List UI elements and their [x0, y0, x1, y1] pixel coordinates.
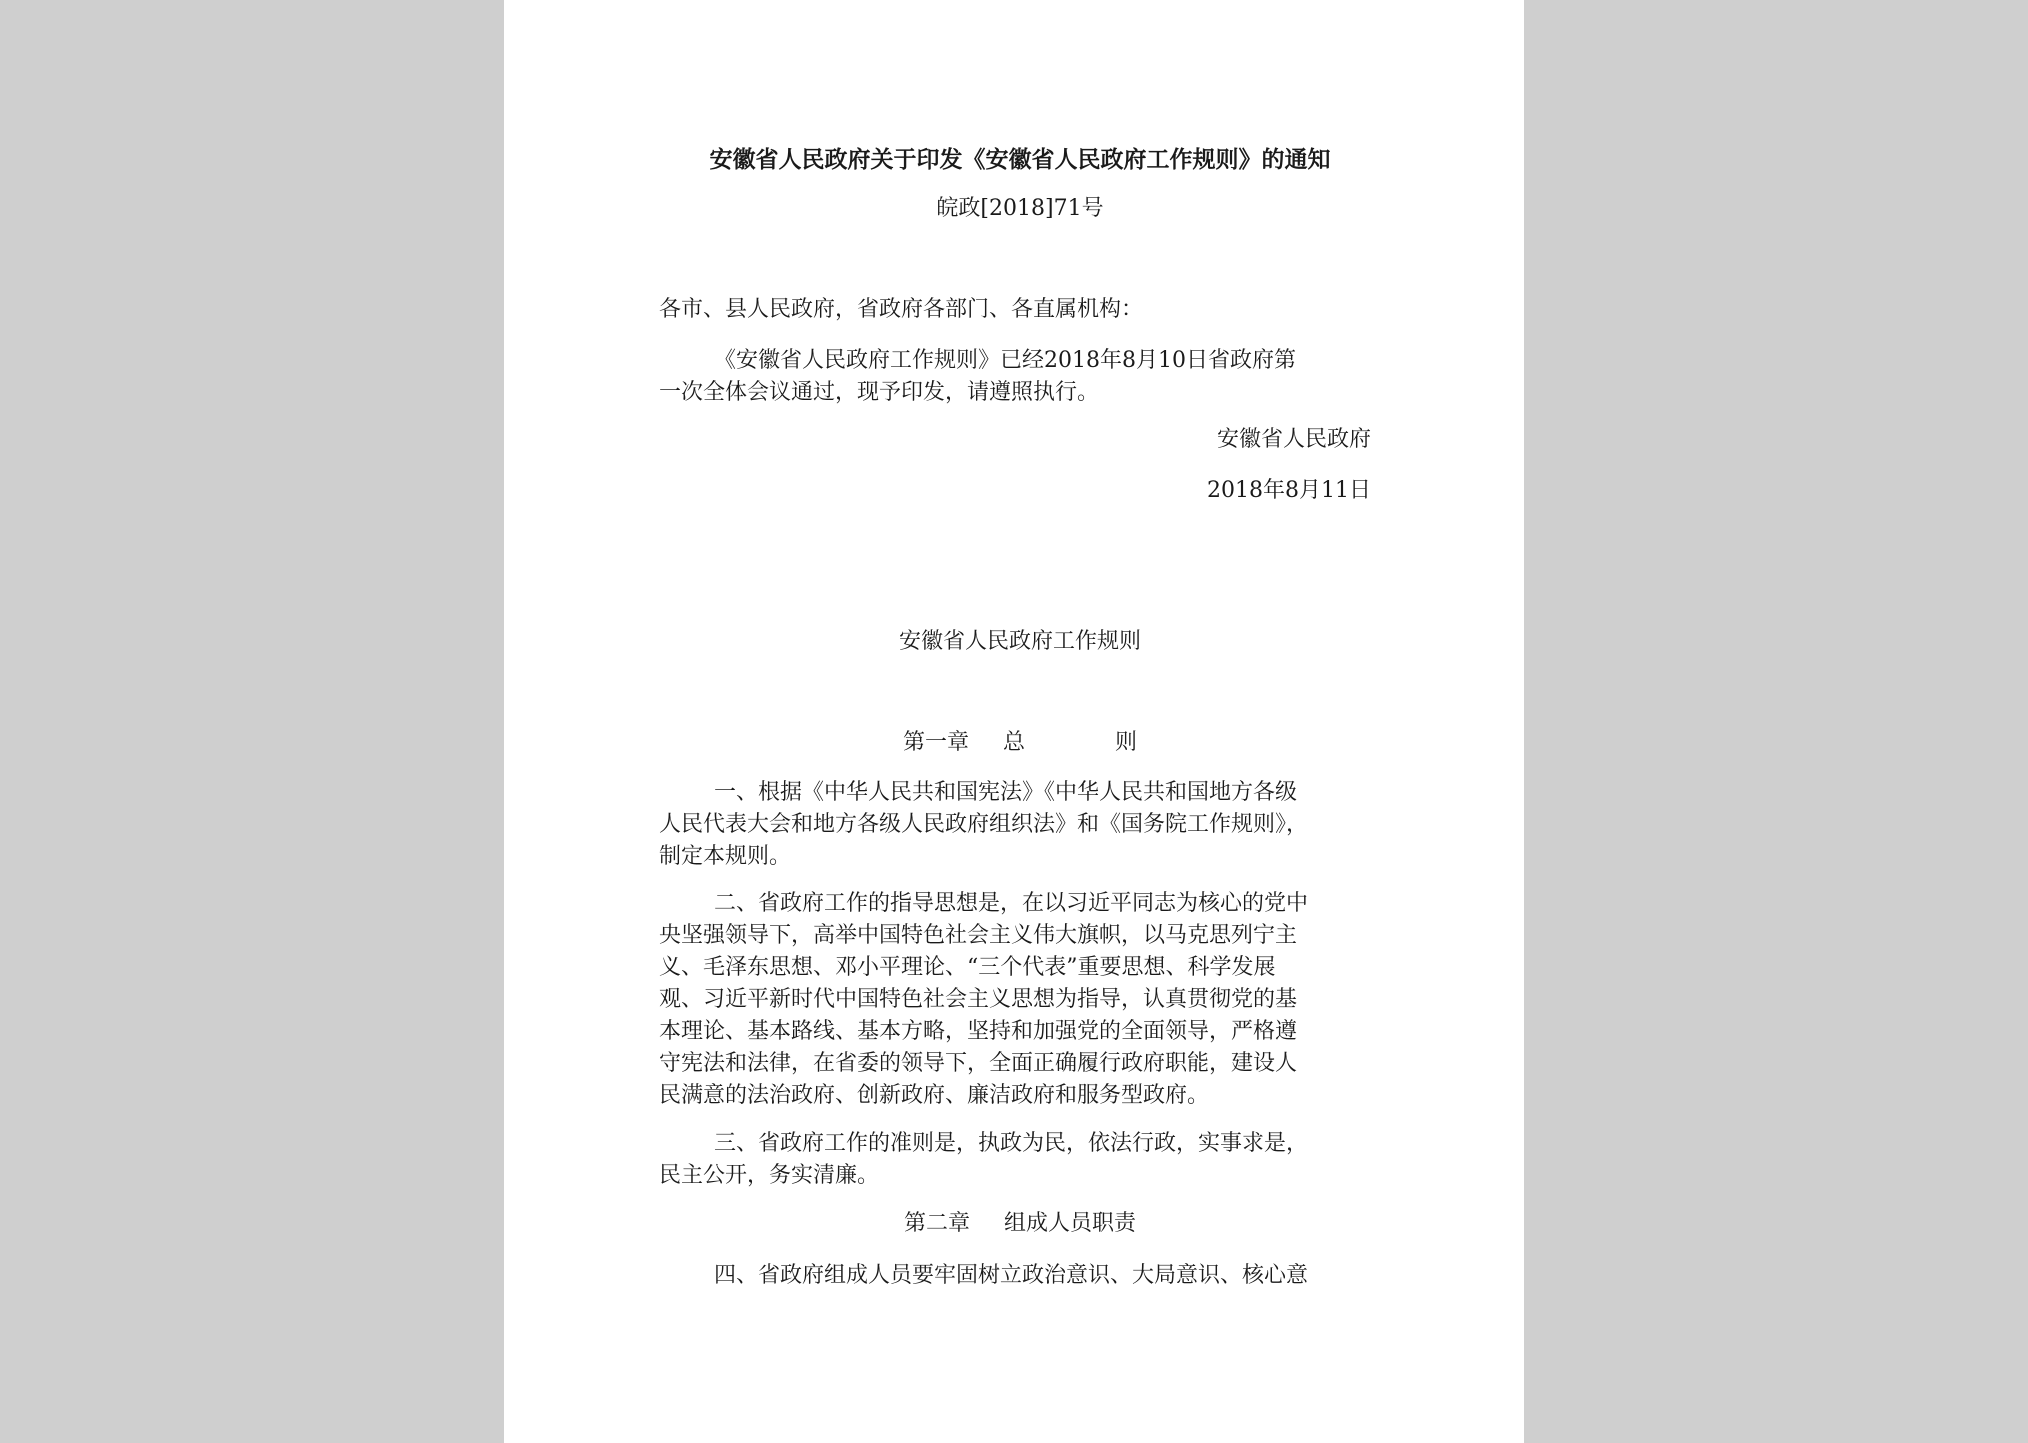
- article-2-line: 义、毛泽东思想、邓小平理论、“三个代表”重要思想、科学发展: [659, 955, 1276, 980]
- article-1-line: 人民代表大会和地方各级人民政府组织法》和《国务院工作规则》，: [659, 812, 1309, 837]
- chapter-2-name: 组成人员职责: [1004, 1211, 1137, 1236]
- article-2-line: 央坚强领导下，高举中国特色社会主义伟大旗帜，以马克思列宁主: [659, 923, 1298, 948]
- chapter-1-prefix: 第一章: [902, 730, 969, 755]
- document-number: 皖政[2018]71号: [936, 196, 1104, 221]
- signature: 安徽省人民政府: [1216, 427, 1371, 452]
- chapter-1-word2: 则: [1115, 730, 1138, 755]
- document-page: [504, 0, 1524, 1443]
- notice-body: [659, 345, 1381, 409]
- article-3: [659, 1128, 1381, 1192]
- addressee: 各市、县人民政府，省政府各部门、各直属机构：: [659, 297, 1144, 322]
- article-4: [659, 1260, 1381, 1292]
- notice-title: 安徽省人民政府关于印发《安徽省人民政府工作规则》的通知: [709, 146, 1331, 173]
- chapter-1-word1: 总: [1002, 730, 1025, 755]
- chapter-2-prefix: 第二章: [903, 1211, 970, 1236]
- article-2-line: 守宪法和法律，在省委的领导下，全面正确履行政府职能，建设人: [659, 1051, 1298, 1076]
- chapter-2-heading: [659, 1208, 1381, 1240]
- article-2-line: 观、习近平新时代中国特色社会主义思想为指导，认真贯彻党的基: [659, 987, 1298, 1012]
- article-2-line: 民满意的法治政府、创新政府、廉洁政府和服务型政府。: [659, 1083, 1210, 1108]
- notice-body-line: 《安徽省人民政府工作规则》已经2018年8月10日省政府第: [714, 348, 1296, 373]
- article-2-line: 二、省政府工作的指导思想是，在以习近平同志为核心的党中: [714, 891, 1309, 916]
- rules-title: 安徽省人民政府工作规则: [898, 629, 1141, 654]
- notice-body-line: 一次全体会议通过，现予印发，请遵照执行。: [659, 380, 1100, 405]
- article-2: [659, 888, 1381, 1112]
- article-1-line: 一、根据《中华人民共和国宪法》《中华人民共和国地方各级: [714, 780, 1298, 805]
- article-3-line: 三、省政府工作的准则是，执政为民，依法行政，实事求是，: [714, 1131, 1309, 1156]
- article-3-line: 民主公开，务实清廉。: [659, 1163, 880, 1188]
- article-1: [659, 777, 1381, 873]
- article-4-line: 四、省政府组成人员要牢固树立政治意识、大局意识、核心意: [714, 1263, 1309, 1288]
- article-1-line: 制定本规则。: [659, 844, 792, 869]
- article-2-line: 本理论、基本路线、基本方略，坚持和加强党的全面领导，严格遵: [659, 1019, 1298, 1044]
- chapter-1-heading: [659, 727, 1381, 759]
- notice-date: 2018年8月11日: [1207, 478, 1371, 503]
